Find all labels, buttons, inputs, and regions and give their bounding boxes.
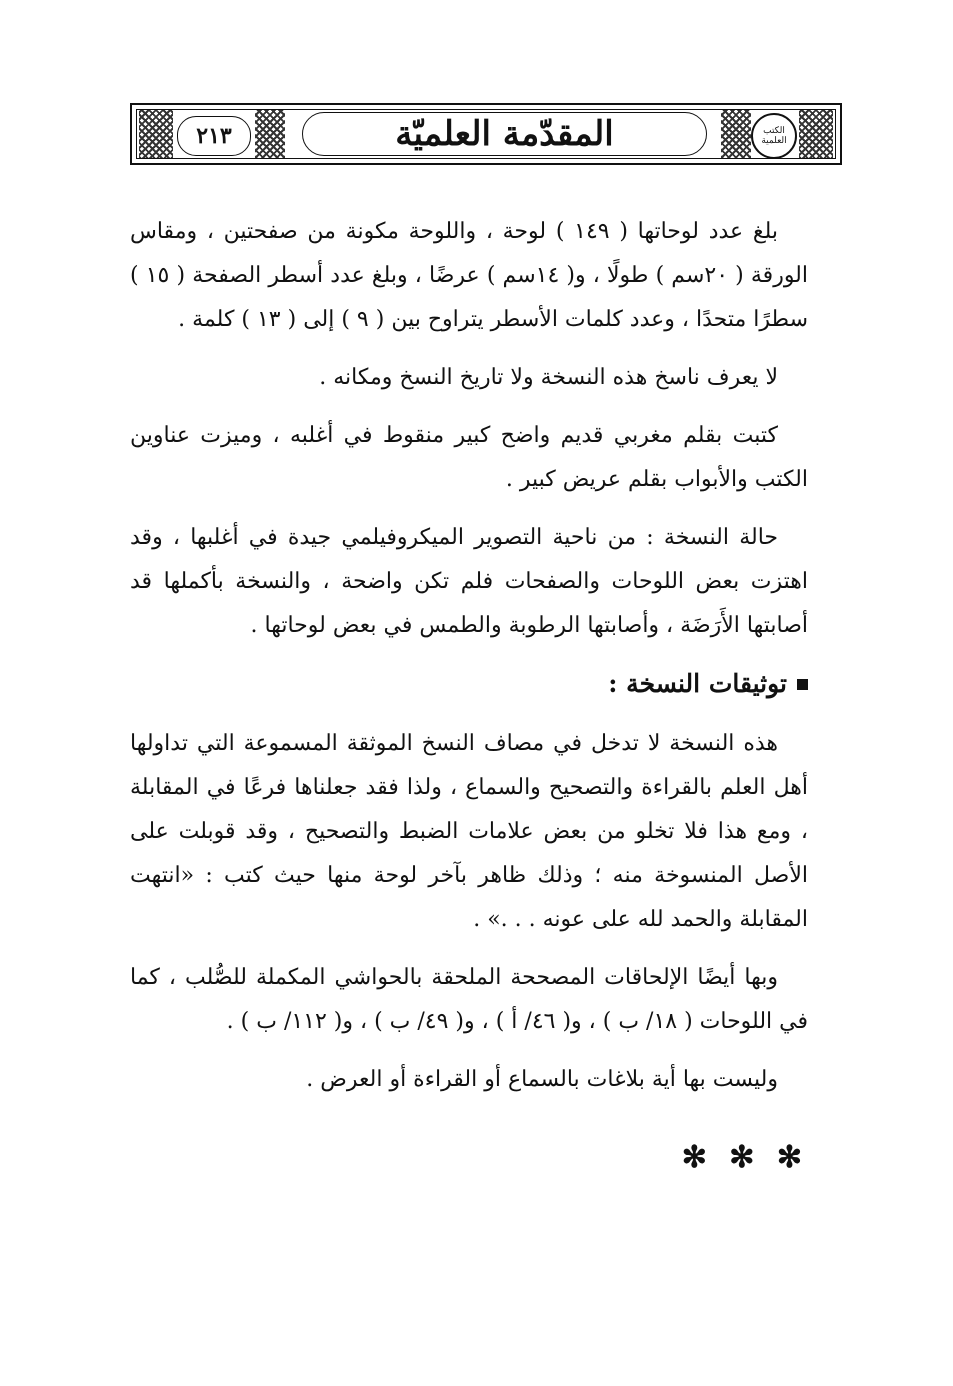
square-bullet-icon	[797, 679, 808, 690]
ornament-right-inner	[721, 110, 751, 158]
paragraph: حالة النسخة : من ناحية التصوير الميكروفيلمي جيدة في أغلبها ، وقد اهتزت بعض اللوحات والصفحات فلم تكن واضحة ، والنسخة بأكملها قد أصابتها الأَرَضَة ، وأصابتها الرطوبة والطمس في بعض لوحاتها .	[130, 525, 808, 638]
paragraph: وليست بها أية بلاغات بالسماع أو القراءة أو العرض .	[306, 1067, 778, 1092]
section-heading-text: توثيقات النسخة :	[608, 669, 787, 698]
page-header	[130, 103, 842, 165]
publisher-logo-seal	[751, 113, 797, 159]
section-heading	[130, 662, 808, 706]
page-number-cartouche	[177, 116, 251, 156]
section-separator: ✻ ✻ ✻	[681, 1140, 808, 1175]
paragraph: كتبت بقلم مغربي قديم واضح كبير منقوط في أغلبه ، وميزت عناوين الكتب والأبواب بقلم عريض كبير .	[130, 423, 808, 492]
ornament-left-outer	[139, 110, 173, 158]
paragraph: هذه النسخة لا تدخل في مصاف النسخ الموثقة المسموعة التي تداولها أهل العلم بالقراءة والتصحيح والسماع ، ولذا فقد جعلناها فرعًا في المقابلة ، ومع هذا فلا تخلو من بعض علامات الضبط والتصحيح ، وقد قوبلت على الأصل المنسوخة منه ؛ وذلك ظاهر بآخر لوحة منها حيث كتب : «انتهت المقابلة والحمد لله على عونه . . .» .	[130, 731, 808, 932]
paragraph: وبها أيضًا الإلحاقات المصححة الملحقة بالحواشي المكملة للصُّلب ، كما في اللوحات ( ١٨/ ب ) ، و( ٤٦/ أ ) ، و( ٤٩/ ب ) ، و( ١١٢/ ب ) .	[130, 965, 808, 1034]
ornament-right-outer	[799, 110, 833, 158]
page-number: ٢١٣	[196, 123, 232, 149]
ornament-left-inner	[255, 110, 285, 158]
publisher-logo-text: الكتب العلمية	[761, 126, 787, 146]
paragraph: لا يعرف ناسخ هذه النسخة ولا تاريخ النسخ ومكانه .	[319, 365, 778, 390]
title-cartouche	[302, 112, 707, 156]
body-text	[130, 210, 808, 1180]
page-title: المقدّمة العلميّة	[395, 114, 614, 154]
header-frame	[136, 109, 836, 159]
paragraph: بلغ عدد لوحاتها ( ١٤٩ ) لوحة ، واللوحة مكونة من صفحتين ، ومقاس الورقة ( ٢٠سم ) طولًا ، و( ١٤سم ) عرضًا ، وبلغ عدد أسطر الصفحة ( ١٥ ) سطرًا متحدًا ، وعدد كلمات الأسطر يتراوح بين ( ٩ ) إلى ( ١٣ ) كلمة .	[130, 219, 809, 332]
